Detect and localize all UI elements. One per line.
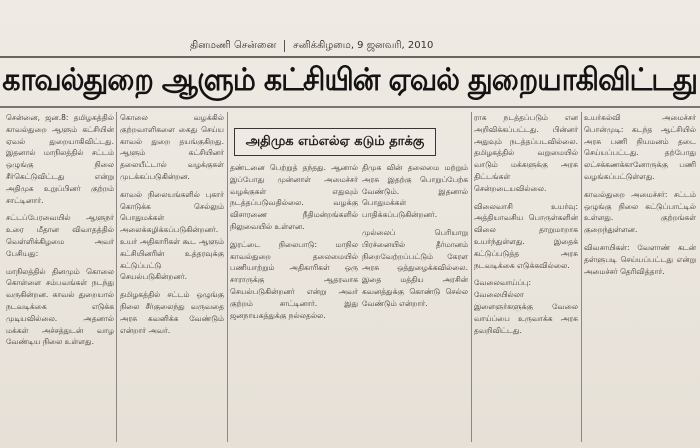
newspaper-name: தினமணி சென்னை	[190, 40, 277, 51]
paragraph: காவல்துறை அமைச்சர்: சட்டம் ஒழுங்கு நிலை கட்டுப்பாட்டில் உள்ளது. குற்றங்கள் குறைந்துள்ளன.	[584, 189, 696, 235]
headline-text: காவல்துறை ஆளும் கட்சியின் ஏவல் துறையாகிவிட்டது	[2, 62, 698, 98]
paragraph: வேலைவாய்ப்பு: வேலையில்லா இளைஞர்களுக்கு வேலை வாய்ப்பை உருவாக்க அரசு தவறிவிட்டது.	[474, 278, 578, 335]
column-divider	[581, 112, 582, 442]
column-divider	[227, 112, 228, 442]
paragraph: உயர்கல்வி அமைச்சர் பொன்முடி: கடந்த ஆட்சியில் அரசு பணி நியமனம் தடை செய்யப்பட்டது. தற்போது லட்சக்கணக்கானோருக்கு பணி வழங்கப்பட்டுள்ளது.	[584, 113, 696, 181]
headline	[0, 62, 700, 102]
headline-rule	[0, 106, 700, 108]
article-column-1	[6, 112, 114, 442]
article-column-2	[120, 112, 224, 442]
paragraph: சட்டப்பேரவையில் ஆளுநர் உரை மீதான விவாதத்தில் வெள்ளிக்கிழமை அவர் பேசியது:	[6, 213, 114, 258]
paragraph: திமுக வின் தலைமை மற்றும் அரசு இதற்கு பொறுப்பேற்க வேண்டும். இதனால் பொதுமக்கள் பாதிக்கப்படுகின்றனர்.	[362, 163, 468, 220]
dateline-divider	[284, 40, 285, 52]
article-column-3	[230, 162, 358, 442]
paragraph: விலைவாசி உயர்வு: அத்தியாவசிய பொருள்களின் விலை தாறுமாறாக உயர்ந்துள்ளது. இதைக் கட்டுப்படுத்த அரசு நடவடிக்கை எடுக்கவில்லை.	[474, 201, 578, 270]
paragraph: சென்னை, ஜன.8: தமிழகத்தில் காவல்துறை ஆளும் கட்சியின் ஏவல் துறையாகிவிட்டது. இதனால் மாநிலத்தில் சட்டம் ஒழுங்கு நிலை சீர்கெட்டுவிட்டது என்று அதிமுக உறுப்பினர் குற்றம் சாட்டினார்.	[6, 113, 114, 205]
paragraph: இரட்டை நிலைபாடு: மாநில காவல்துறை தலைமையில் பணியாற்றும் அதிகாரிகள் ஒரு சாராருக்கு ஆதரவாக செயல்படுகின்றனர் என்று அவர் குற்றம் சாட்டினார். இது ஜனநாயகத்துக்கு நல்லதல்ல.	[230, 239, 358, 320]
paragraph: முல்லைப் பெரியாறு பிரச்னையில் தீர்மானம் நிறைவேற்றப்பட்டும் கேரள அரசு ஒத்துழைக்கவில்லை. இதை மத்திய அரசின் கவனத்துக்கு கொண்டு செல்ல வேண்டும் என்றார்.	[362, 227, 468, 308]
paragraph: மாநிலத்தில் தினமும் கொலை கொள்ளை சம்பவங்கள் நடந்து வருகின்றன. காவல் துறையால் நடவடிக்கை எடுக்க முடியவில்லை. அதனால் மக்கள் அச்சத்துடன் வாழ வேண்டிய நிலை உள்ளது.	[6, 266, 114, 347]
paragraph: தமிழகத்தில் சட்டம் ஒழுங்கு நிலை சீர்குலைந்து வருவதை அரசு கவனிக்க வேண்டும் என்றார் அவர்.	[120, 290, 224, 335]
column-divider	[471, 112, 472, 442]
article-column-6	[584, 112, 696, 442]
subheadline-box	[234, 128, 436, 156]
paragraph: கொலை வழக்கில் குற்றவாளிகளை கைது செய்ய காவல் துறை தயங்குகிறது. ஆளும் கட்சியினர் தலையீட்டால் வழக்குகள் முடக்கப்படுகின்றன.	[120, 113, 224, 181]
paragraph: காவல் நிலையங்களில் புகார் கொடுக்க செல்லும் பொதுமக்கள் அலைக்கழிக்கப்படுகின்றனர். உயர் அதிகாரிகள் கூட ஆளும் கட்சியினரின் உத்தரவுக்கு கட்டுப்பட்டு செயல்படுகின்றனர்.	[120, 189, 224, 282]
column-divider	[116, 112, 117, 442]
paragraph: தண்டனை பெற்றுத் தந்தது. ஆனால் இப்போது முன்னாள் அமைச்சர் வழக்குகள் எதுவும் நடத்தப்படுவதில்லை. வழக்கு விசாரணை நீதிமன்றங்களில் நிலுவையில் உள்ளன.	[230, 163, 358, 231]
paragraph: ராக நடத்தப்படும் என அறிவிக்கப்பட்டது. பின்னர் அதுவும் நடத்தப்படவில்லை. தமிழகத்தில் வறுமையில் வாடும் மக்களுக்கு அரசு திட்டங்கள் சென்றடையவில்லை.	[474, 113, 578, 193]
paragraph: விவசாயிகள்: வேளாண் கடன் தள்ளுபடி செய்யப்பட்டது என்று அமைச்சர் தெரிவித்தார்.	[584, 242, 696, 276]
article-column-4	[362, 162, 468, 442]
dateline	[190, 38, 460, 54]
article-column-5	[474, 112, 578, 442]
top-rule	[0, 56, 700, 58]
subheadline-text: அதிமுக எம்எல்ஏ கடும் தாக்கு	[245, 134, 425, 149]
publication-date: சனிக்கிழமை, 9 ஜனவரி, 2010	[293, 40, 434, 51]
